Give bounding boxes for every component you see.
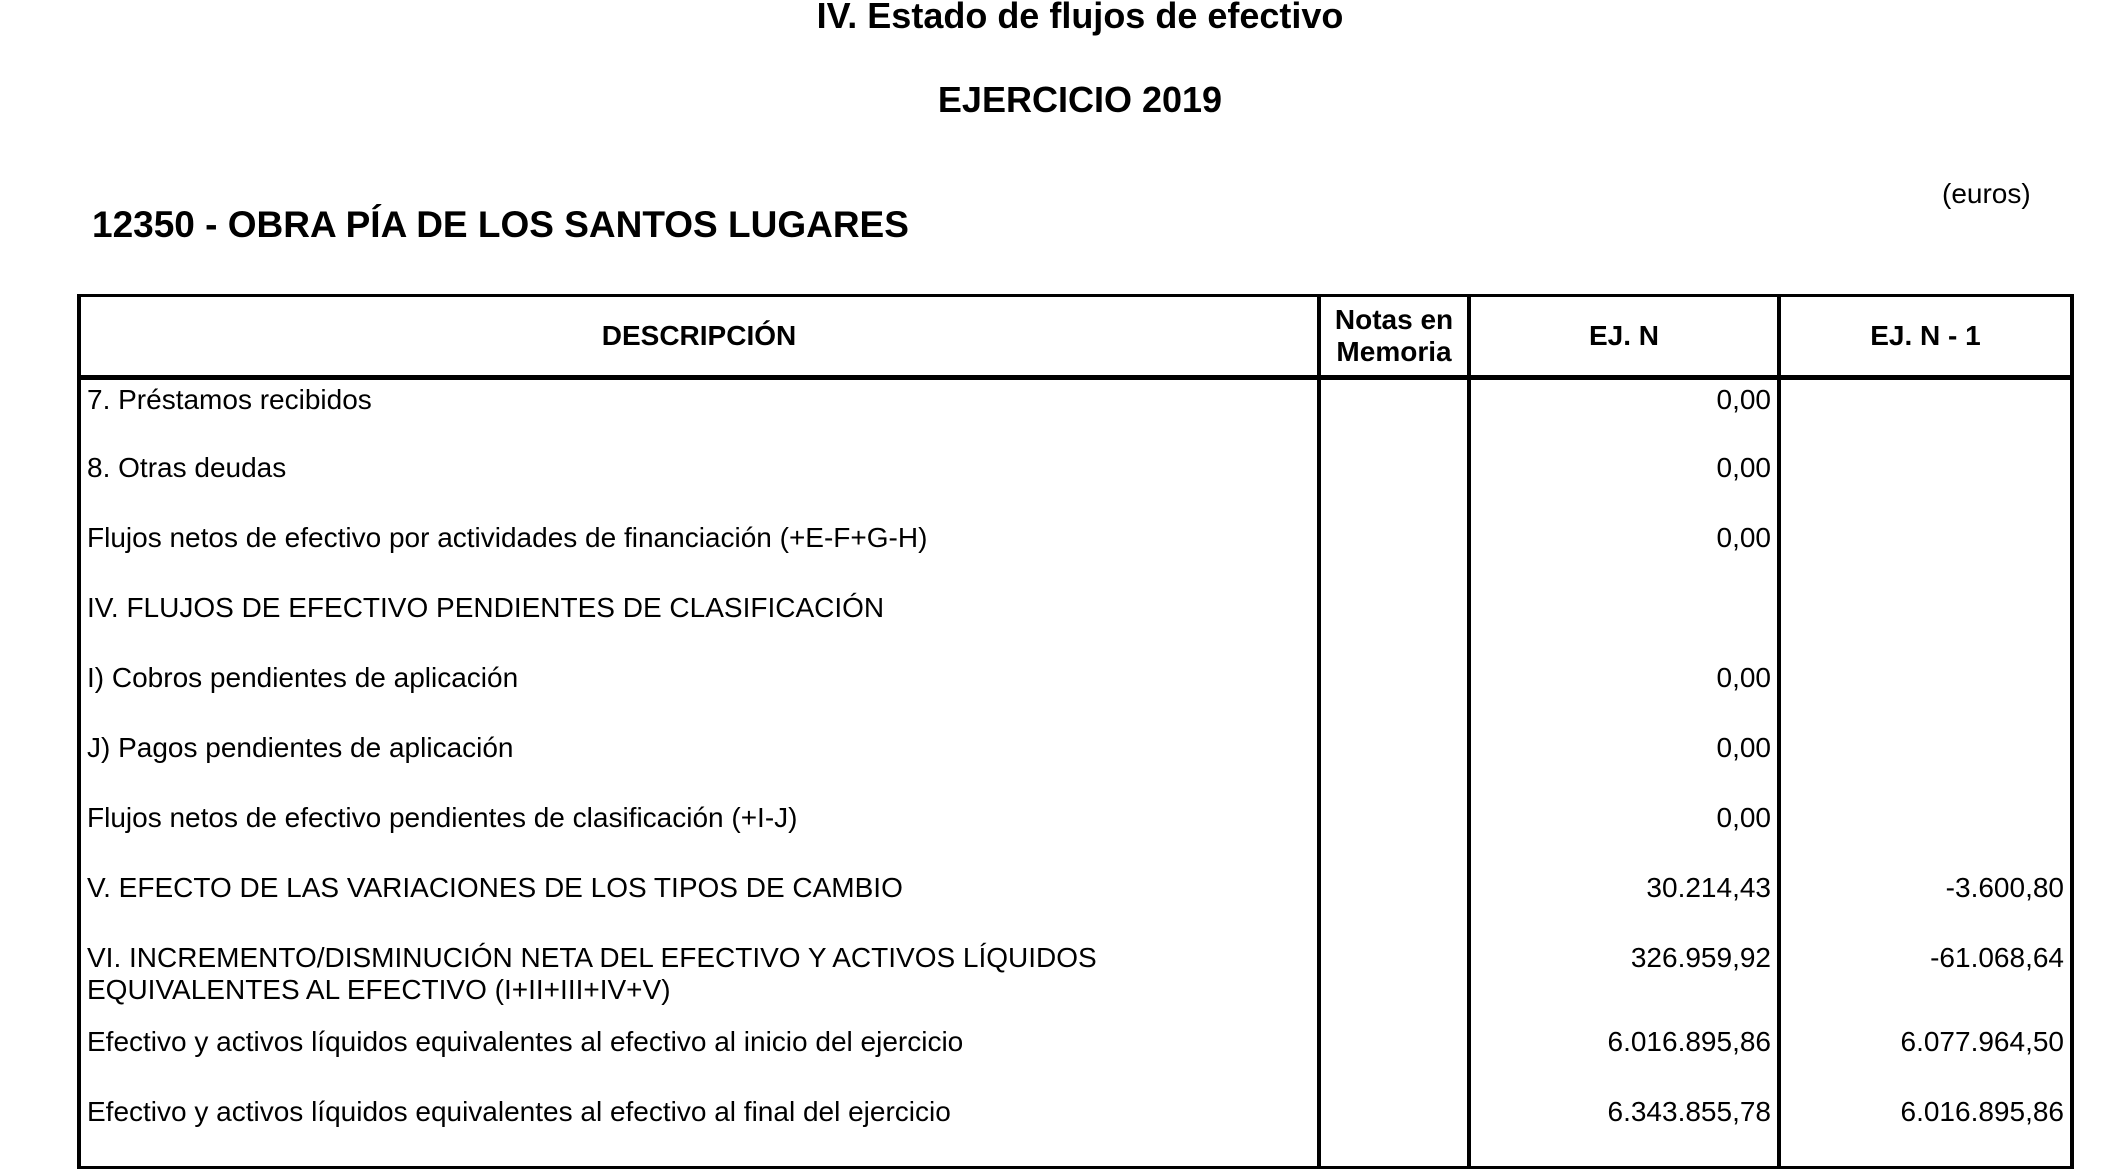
row-notes xyxy=(1319,1092,1469,1168)
row-description: I) Cobros pendientes de aplicación xyxy=(79,658,1319,728)
row-value-ej-n-1 xyxy=(1779,378,2072,448)
row-value-ej-n: 6.016.895,86 xyxy=(1469,1022,1779,1092)
table-row xyxy=(79,658,2072,728)
row-notes xyxy=(1319,658,1469,728)
row-value-ej-n xyxy=(1469,588,1779,658)
row-description: Efectivo y activos líquidos equivalentes al efectivo al final del ejercicio xyxy=(79,1092,1319,1168)
column-header-notes xyxy=(1319,296,1469,378)
column-header-ej-n: EJ. N xyxy=(1469,296,1779,378)
report-title: IV. Estado de flujos de efectivo xyxy=(816,0,1344,36)
row-value-ej-n: 0,00 xyxy=(1469,448,1779,518)
row-value-ej-n-1: 6.016.895,86 xyxy=(1779,1092,2072,1168)
row-value-ej-n-1 xyxy=(1779,798,2072,868)
table-row xyxy=(79,378,2072,448)
row-description: Efectivo y activos líquidos equivalentes al efectivo al inicio del ejercicio xyxy=(79,1022,1319,1092)
row-description: J) Pagos pendientes de aplicación xyxy=(79,728,1319,798)
currency-unit: (euros) xyxy=(1942,178,2031,209)
row-description: IV. FLUJOS DE EFECTIVO PENDIENTES DE CLASIFICACIÓN xyxy=(79,588,1319,658)
row-notes xyxy=(1319,448,1469,518)
row-notes xyxy=(1319,518,1469,588)
row-value-ej-n: 0,00 xyxy=(1469,378,1779,448)
row-notes xyxy=(1319,868,1469,938)
row-description: 7. Préstamos recibidos xyxy=(79,378,1319,448)
entity-name: 12350 - OBRA PÍA DE LOS SANTOS LUGARES xyxy=(92,204,909,245)
row-notes xyxy=(1319,938,1469,1022)
row-value-ej-n: 0,00 xyxy=(1469,798,1779,868)
table-header-row xyxy=(79,296,2072,378)
table-row xyxy=(79,448,2072,518)
table-row xyxy=(79,868,2072,938)
row-value-ej-n-1: -3.600,80 xyxy=(1779,868,2072,938)
row-description: Flujos netos de efectivo pendientes de clasificación (+I-J) xyxy=(79,798,1319,868)
row-value-ej-n: 6.343.855,78 xyxy=(1469,1092,1779,1168)
row-description xyxy=(79,938,1319,1022)
row-value-ej-n-1 xyxy=(1779,728,2072,798)
table-row xyxy=(79,728,2072,798)
table-row xyxy=(79,588,2072,658)
row-notes xyxy=(1319,728,1469,798)
notes-header-line-1: Notas en xyxy=(1334,304,1454,335)
row-value-ej-n-1: -61.068,64 xyxy=(1779,938,2072,1022)
row-value-ej-n: 0,00 xyxy=(1469,658,1779,728)
row-description-line-2: EQUIVALENTES AL EFECTIVO (I+II+III+IV+V) xyxy=(87,973,671,1005)
column-header-ej-n-1: EJ. N - 1 xyxy=(1779,296,2072,378)
row-notes xyxy=(1319,378,1469,448)
table-row xyxy=(79,1022,2072,1092)
row-description: V. EFECTO DE LAS VARIACIONES DE LOS TIPOS DE CAMBIO xyxy=(79,868,1319,938)
row-value-ej-n: 0,00 xyxy=(1469,518,1779,588)
row-description-line-1: VI. INCREMENTO/DISMINUCIÓN NETA DEL EFECTIVO Y ACTIVOS LÍQUIDOS xyxy=(87,941,1097,973)
notes-header-line-2: Memoria xyxy=(1336,336,1452,367)
table-row xyxy=(79,518,2072,588)
report-year: EJERCICIO 2019 xyxy=(937,79,1223,120)
column-header-description: DESCRIPCIÓN xyxy=(79,296,1319,378)
table-row xyxy=(79,798,2072,868)
row-value-ej-n-1 xyxy=(1779,658,2072,728)
row-value-ej-n-1 xyxy=(1779,518,2072,588)
row-notes xyxy=(1319,798,1469,868)
table-row xyxy=(79,938,2072,1022)
row-value-ej-n-1: 6.077.964,50 xyxy=(1779,1022,2072,1092)
row-description: Flujos netos de efectivo por actividades de financiación (+E-F+G-H) xyxy=(79,518,1319,588)
row-value-ej-n-1 xyxy=(1779,448,2072,518)
row-notes xyxy=(1319,1022,1469,1092)
row-value-ej-n: 30.214,43 xyxy=(1469,868,1779,938)
row-description: 8. Otras deudas xyxy=(79,448,1319,518)
row-value-ej-n: 326.959,92 xyxy=(1469,938,1779,1022)
row-notes xyxy=(1319,588,1469,658)
cash-flow-table xyxy=(77,294,2074,1169)
row-value-ej-n: 0,00 xyxy=(1469,728,1779,798)
row-value-ej-n-1 xyxy=(1779,588,2072,658)
table-row xyxy=(79,1092,2072,1168)
